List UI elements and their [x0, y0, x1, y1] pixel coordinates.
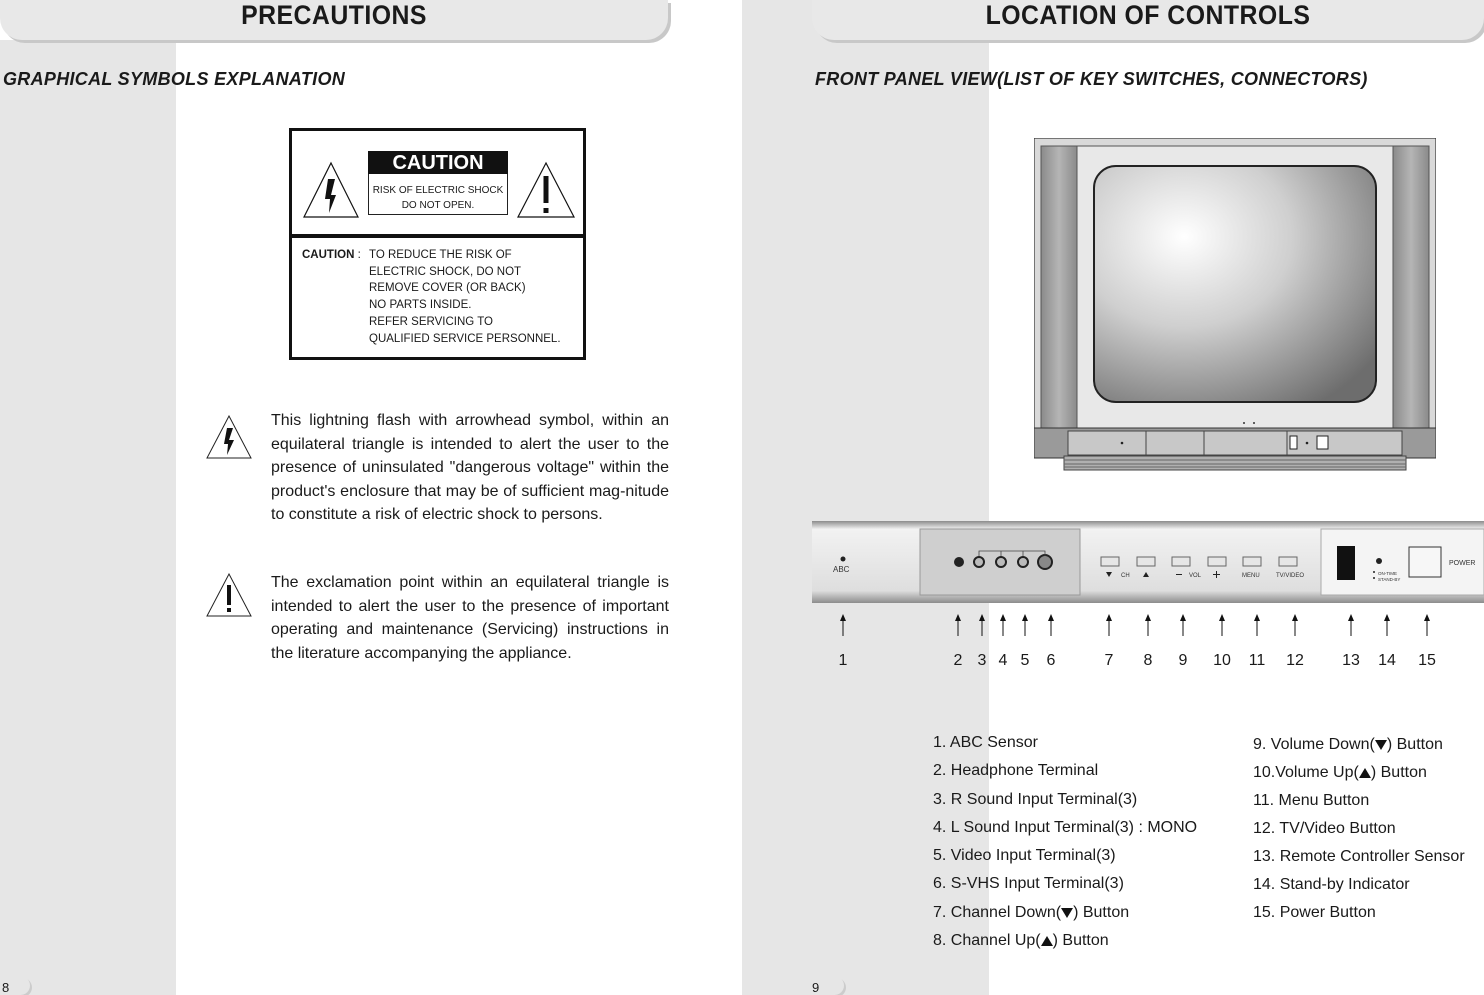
- callout-number: 7: [1104, 652, 1114, 669]
- callout-number: 3: [977, 652, 987, 669]
- vol-label: VOL: [1189, 573, 1202, 579]
- section-heading-graphical-symbols: GRAPHICAL SYMBOLS EXPLANATION: [3, 69, 346, 89]
- callout-arrow-icon: [1422, 614, 1432, 636]
- callout-arrow-icon: [998, 614, 1008, 636]
- callout-arrow-icon: [1252, 614, 1262, 636]
- legend-item: 10.Volume Up( ) Button: [1253, 764, 1427, 781]
- up-triangle-icon: [1041, 936, 1053, 946]
- lightning-explanation: This lightning flash with arrowhead symbol, within an equilateral triangle is intended to alert the user to the presence of uninsulated "dangerous voltage" within the product's enclosure that may be of sufficient mag-nitude to constitute a risk of electric shock to persons.: [271, 412, 669, 523]
- left-page-number: 8: [2, 980, 10, 995]
- callout-number: 8: [1143, 652, 1153, 669]
- exclamation-explanation: The exclamation point within an equilateral triangle is intended to alert the user to the presence of important operating and maintenance (Servicing) instructions in the literature accompanying the appliance.: [271, 574, 669, 662]
- callout-arrow-icon: [1178, 614, 1188, 636]
- callout-arrow-icon: [838, 614, 848, 636]
- page-title-precautions: PRECAUTIONS: [241, 0, 427, 30]
- controls-legend-left: [933, 729, 1197, 955]
- abc-sensor-label: ABC: [833, 565, 850, 574]
- callout-number: 4: [998, 652, 1008, 669]
- callout-number: 9: [1178, 652, 1188, 669]
- callout-number: 6: [1046, 652, 1056, 669]
- callout-number: 14: [1378, 652, 1396, 669]
- legend-item: 9. Volume Down( ) Button: [1253, 736, 1443, 753]
- callout-arrow-icon: [953, 614, 963, 636]
- legend-item: 4. L Sound Input Terminal(3) : MONO: [933, 818, 1198, 836]
- tvvideo-label: TV/VIDEO: [1276, 573, 1305, 579]
- callout-arrow-icon: [1143, 614, 1153, 636]
- right-page-number-tab: [800, 976, 844, 995]
- up-triangle-icon: [1359, 768, 1371, 778]
- caution-label-box: CAUTION RISK OF ELECTRIC SHOCK DO NOT OPEN. CAUTION : TO REDUCE THE RISK OF ELECTRIC SHOCK, DO NOT REMOVE COVER (OR BACK) NO PARTS INSIDE. REFER SERVICING TO QUALIFIED SERVICE PERSONNEL.: [289, 128, 586, 360]
- callout-arrow-icon: [1382, 614, 1392, 636]
- power-label: POWER: [1449, 560, 1476, 567]
- down-triangle-icon: [1375, 740, 1387, 750]
- section-heading-front-panel-view: FRONT PANEL VIEW(LIST OF KEY SWITCHES, CONNECTORS): [815, 69, 1368, 89]
- legend-item: 2. Headphone Terminal: [933, 762, 1099, 780]
- lightning-symbol-icon: [206, 415, 252, 459]
- caution-heading: CAUTION: [368, 151, 508, 174]
- legend-item: 14. Stand-by Indicator: [1253, 876, 1410, 893]
- menu-label: MENU: [1242, 573, 1260, 579]
- legend-item: 6. S-VHS Input Terminal(3): [933, 875, 1124, 893]
- callout-arrow-icon: [1020, 614, 1030, 636]
- controls-legend-right: [1253, 731, 1465, 927]
- callout-number: 5: [1020, 652, 1030, 669]
- legend-item: 3. R Sound Input Terminal(3): [933, 790, 1138, 808]
- standby-label: STAND-BY: [1378, 577, 1401, 582]
- ontime-label: ON-TIME: [1378, 571, 1397, 576]
- callout-number: 1: [838, 652, 848, 669]
- legend-item: 12. TV/Video Button: [1253, 820, 1396, 837]
- callout-number: 15: [1418, 652, 1436, 669]
- legend-item: 8. Channel Up( ) Button: [933, 932, 1109, 950]
- callout-arrow-icon: [1217, 614, 1227, 636]
- caution-risk-text: RISK OF ELECTRIC SHOCK DO NOT OPEN.: [372, 185, 504, 211]
- legend-item: 7. Channel Down( ) Button: [933, 903, 1130, 921]
- tv-front-illustration: [1034, 138, 1436, 472]
- callout-arrow-icon: [1104, 614, 1114, 636]
- lightning-warning-icon: [302, 161, 360, 219]
- ch-label: CH: [1121, 573, 1130, 579]
- down-triangle-icon: [1061, 908, 1073, 918]
- page-title-location-of-controls: LOCATION OF CONTROLS: [985, 0, 1311, 30]
- legend-item: 15. Power Button: [1253, 904, 1376, 921]
- callout-number: 10: [1213, 652, 1231, 669]
- callout-number: 11: [1248, 652, 1266, 669]
- legend-item: 1. ABC Sensor: [933, 734, 1038, 751]
- callout-number: 2: [953, 652, 963, 669]
- left-page-margin-strip: [0, 40, 176, 995]
- callout-arrow-icon: [1046, 614, 1056, 636]
- legend-item: 11. Menu Button: [1253, 792, 1370, 809]
- callout-arrow-icon: [1346, 614, 1356, 636]
- legend-item: 5. Video Input Terminal(3): [933, 847, 1116, 865]
- exclamation-symbol-icon: [206, 573, 252, 617]
- callout-number: 13: [1342, 652, 1360, 669]
- control-panel-illustration: [812, 521, 1484, 603]
- right-page-number: 9: [812, 980, 820, 995]
- caution-divider: [292, 234, 583, 238]
- callout-number: 12: [1286, 652, 1304, 669]
- legend-item: 13. Remote Controller Sensor: [1253, 848, 1465, 865]
- exclamation-warning-icon: [516, 161, 576, 219]
- callout-arrow-icon: [1290, 614, 1300, 636]
- callout-arrow-icon: [977, 614, 987, 636]
